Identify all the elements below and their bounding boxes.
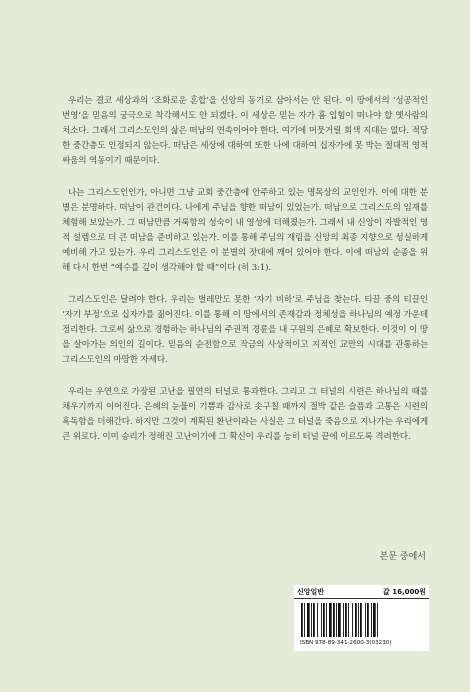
- barcode-bar: [313, 603, 315, 637]
- excerpt-paragraph-2: 나는 그리스도인인가, 아니면 그냥 교회 중간층에 안주하고 있는 명목상의 교인인가. 이에 대한 분별은 분명하다. 떠남이 관건이다. 나에게 주님을 향한 떠남이 있었는가. 떠남으로 그리스도의 임재를 체험해 보았는가. 그 떠남만큼 거룩함의 성숙이 내 영성에 더해졌는가. 그래서 내 신앙이 자발적인 영적 설렘으로 더 큰 떠남을 준비하고 있는가. 이를 통해 주님의 재림을 신앙의 최종 지향으로 성실하게 예비해 가고 있는가. 우리 그리스도인은 이 분별의 잣대에 깨어 있어야 한다. 이에 떠남의 순종을 위해 다시 한번 “예수를 깊이 생각해야 할 때”이다 (히 3:1).: [62, 188, 428, 273]
- barcode-panel: [294, 585, 429, 651]
- barcode-bar: [358, 603, 359, 637]
- isbn-number: ISBN 978-89-341-2600-3(03230): [300, 640, 392, 646]
- barcode-bar: [377, 603, 378, 637]
- barcode-bar: [352, 603, 353, 637]
- barcode-header: [294, 585, 429, 599]
- barcode-bar: [336, 603, 337, 637]
- barcode-bar: [360, 603, 362, 637]
- barcode-bar: [301, 603, 303, 637]
- barcode-bar: [367, 603, 369, 637]
- barcode-bar: [329, 603, 332, 637]
- book-category: 신앙일반: [297, 587, 325, 596]
- book-price: 값 16,000원: [383, 587, 426, 596]
- barcode-bar: [373, 603, 376, 637]
- barcode-bar: [348, 603, 349, 637]
- excerpt-paragraph-4: 우리는 우연으로 가장된 고난을 필연의 터널로 통과한다. 그리고 그 터널의 시련은 하나님의 때를 채우기까지 이어진다. 은혜의 눈물이 기쁨과 감사로 솟구칠 때까지 절박 같은 슬픔과 고통은 시련의 혹독함을 더해간다. 하지만 그것이 계획된 환난이라는 사실은 그 터널을 죽음으로 지나가는 우리에게 큰 위로다. 이미 승리가 정해진 고난이기에 그 확신이 우리를 능히 터널 끝에 이르도록 격려한다.: [62, 387, 428, 442]
- barcode-bar: [355, 603, 357, 637]
- barcode-bar: [307, 603, 310, 637]
- barcode-bar: [323, 603, 325, 637]
- barcode-bars: [300, 603, 423, 637]
- excerpt-paragraph-3: 그리스도인은 달려야 한다. 우리는 벌레만도 못한 ‘자기 비하’로 주님을 찾는다. 티끌 중의 티끌인 ‘자기 부정’으로 십자가를 짊어진다. 이를 통해 이 땅에서의 존재감과 정체성을 하나님의 예정 가운데 정리한다. 그로써 삶으로 경험하는 하나님의 주권적 경륜을 내 구원의 은혜로 확보한다. 이것이 이 땅을 살아가는 의인의 길이다. 믿음의 순전함으로 작금의 사상적이고 지적인 교만의 시대를 관통하는 그리스도인의 마땅한 자세다.: [62, 295, 428, 365]
- barcode-bar: [345, 603, 347, 637]
- excerpt-paragraph-1: 우리는 결코 세상과의 ‘조화로운 혼합’을 신앙의 동기로 삼아서는 안 된다. 이 땅에서의 ‘성공적인 번영’을 믿음의 궁극으로 착각해서도 안 되겠다. 이 세상은 믿는 자가 흠 입힘이 떠나야 할 옛사람의 처소다. 그래서 그리스도인의 삶은 떠남의 연속이어야 한다. 여기에 머뭇거릴 회색 지대는 없다. 적당한 중간층도 인정되지 않는다. 떠남은 세상에 대하여 또한 나에 대하여 십자가에 못 박는 절대적 영적 싸움의 역동이기 때문이다.: [62, 96, 428, 166]
- barcode-bar: [311, 603, 312, 637]
- barcode-bar: [317, 603, 318, 637]
- barcode-bar: [365, 603, 366, 637]
- barcode-bar: [338, 603, 341, 637]
- barcode-bar: [321, 603, 322, 637]
- barcode-bar: [304, 603, 305, 637]
- excerpt-body: [62, 94, 428, 462]
- barcode-bar: [371, 603, 372, 637]
- excerpt-attribution: 본문 중에서: [379, 552, 426, 562]
- barcode-bar: [326, 603, 327, 637]
- barcode-bar: [343, 603, 344, 637]
- barcode-bar: [333, 603, 335, 637]
